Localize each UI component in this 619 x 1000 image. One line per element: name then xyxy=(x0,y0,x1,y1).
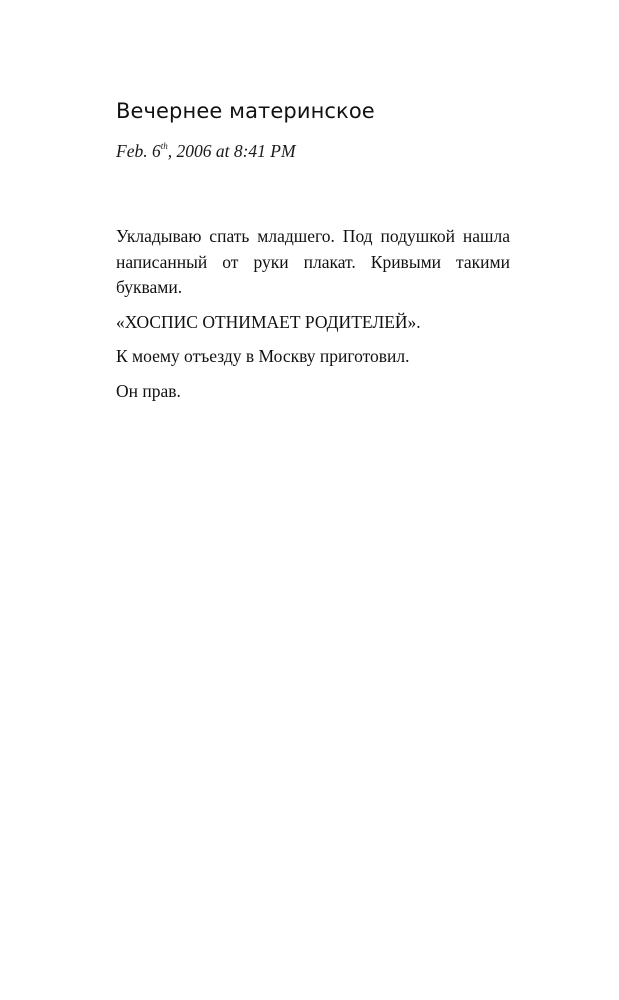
post-paragraph: «ХОСПИС ОТНИМАЕТ РОДИТЕЛЕЙ». xyxy=(116,311,421,332)
post-date xyxy=(116,139,296,163)
post-paragraph: Укладываю спать младшего. Под подушкой нашла написанный от руки плакат. Кривыми такими буквами. xyxy=(116,226,510,297)
post-title: Вечернее материнское xyxy=(116,99,375,123)
post-date-ordinal: th xyxy=(160,141,168,152)
post-paragraph: К моему отъезду в Москву приготовил. xyxy=(116,346,410,366)
post-date-month-day: Feb. 6 xyxy=(116,141,161,161)
post-body xyxy=(116,224,510,413)
post-date-rest: , 2006 at 8:41 PM xyxy=(167,141,296,161)
post-paragraph: Он прав. xyxy=(116,380,181,401)
